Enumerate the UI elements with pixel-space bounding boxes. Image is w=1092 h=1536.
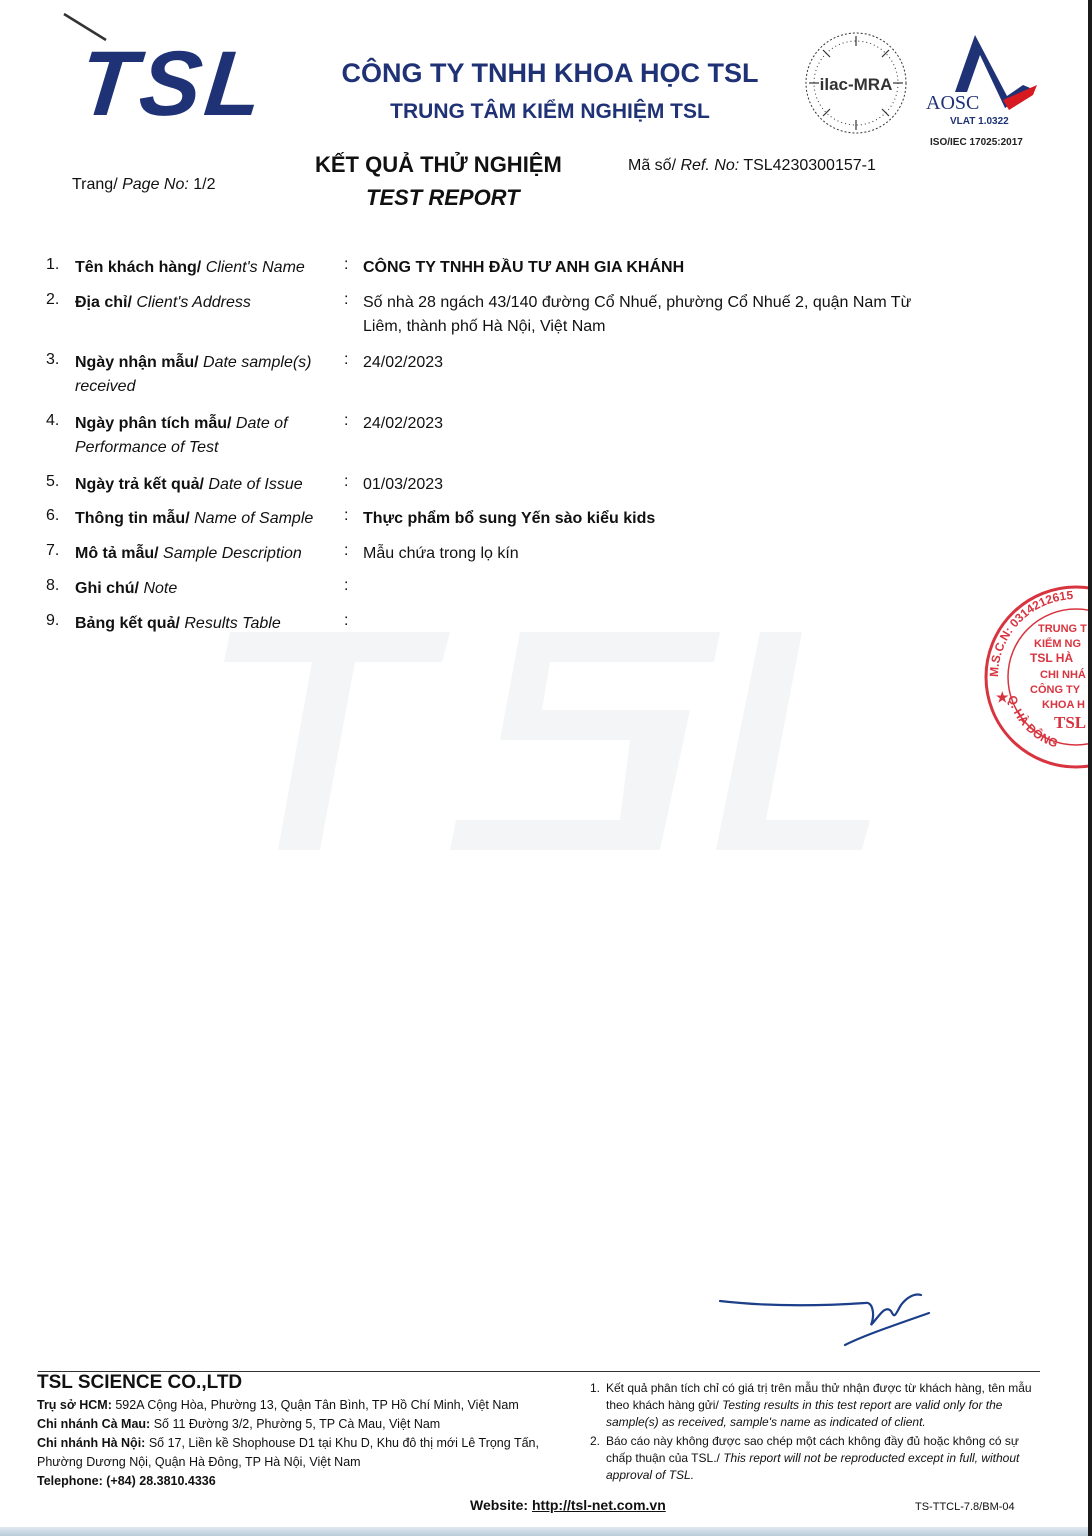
website: Website: http://tsl-net.com.vn <box>470 1497 666 1513</box>
svg-text:TRUNG T: TRUNG T <box>1038 623 1087 635</box>
scan-bottom-edge <box>0 1527 1092 1536</box>
svg-text:Q. HÀ ĐÔNG: Q. HÀ ĐÔNG <box>1004 693 1060 751</box>
client-address-value: Số nhà 28 ngách 43/140 đường Cổ Nhuế, phường Cổ Nhuế 2, quận Nam Từ Liêm, thành phố Hà Nội, Việt Nam <box>363 294 912 335</box>
footer-company: TSL SCIENCE CO.,LTD <box>37 1372 243 1393</box>
scan-right-edge <box>1088 0 1092 1536</box>
company-name: CÔNG TY TNHH KHOA HỌC TSL <box>341 58 759 88</box>
date-issue-value: 01/03/2023 <box>363 476 444 493</box>
footer-notes: 1. Kết quả phân tích chỉ có giá trị trên mẫu thử nhận được từ khách hàng, tên mẫu theo khách hàng gửi/ Testing results in this test report are valid only for the sample(s) as received, sample's name as indicated of client. 2. Báo cáo này không được sao chép một cách không đầy đủ hoặc không có sự chấp thuận của TSL./ This report will not be reproducted except in full, without approval of TSL. <box>590 1381 1032 1482</box>
svg-text:M.S.C.N: 0314212615: M.S.C.N: 0314212615 <box>986 588 1074 678</box>
company-stamp <box>978 582 1092 772</box>
ilac-mra-seal <box>803 30 909 136</box>
svg-text:★: ★ <box>996 689 1009 705</box>
aosc-text: AOSC <box>926 92 980 114</box>
field-number: 1. <box>46 256 60 273</box>
svg-text:CÔNG TY: CÔNG TY <box>1030 684 1081 696</box>
page-number: Trang/ Page No: 1/2 <box>72 176 216 193</box>
sample-description-value: Mẫu chứa trong lọ kín <box>363 545 519 562</box>
tsl-watermark <box>220 620 880 860</box>
svg-text:CHI NHÁ: CHI NHÁ <box>1040 669 1086 681</box>
sample-name-value: Thực phẩm bổ sung Yến sào kiểu kids <box>363 510 656 527</box>
center-name: TRUNG TÂM KIỂM NGHIỆM TSL <box>390 100 710 123</box>
form-code: TS-TTCL-7.8/BM-04 <box>915 1501 1015 1513</box>
ilac-text: ilac-MRA <box>819 75 893 94</box>
date-performance-value: 24/02/2023 <box>363 415 444 432</box>
report-title-vn: KẾT QUẢ THỬ NGHIỆM <box>315 152 562 177</box>
svg-text:TSL HÀ: TSL HÀ <box>1030 651 1074 665</box>
svg-text:KIỂM NG: KIỂM NG <box>1034 638 1082 650</box>
vlat-code: VLAT 1.0322 <box>950 116 1009 127</box>
signature <box>715 1275 935 1355</box>
date-received-value: 24/02/2023 <box>363 354 444 371</box>
reference-number: Mã số/ Ref. No: TSL4230300157-1 <box>628 157 876 174</box>
footer-addresses: Trụ sở HCM: 592A Cộng Hòa, Phường 13, Quận Tân Bình, TP Hồ Chí Minh, Việt Nam Chi nhánh Cà Mau: Số 11 Đường 3/2, Phường 5, TP Cà Mau, Việt Nam Chi nhánh Hà Nội: Số 17, Liền kề Shophouse D1 tại Khu D, Khu đô thị mới Lê Trọng Tấn, Phường Dương Nội, Quận Hà Đông, TP Hà Nội, Việt Nam Telephone: (+84) 28.3810.4336 <box>37 1398 539 1488</box>
tsl-logo: TSL <box>74 33 272 135</box>
iso-standard: ISO/IEC 17025:2017 <box>930 137 1023 148</box>
client-name-value: CÔNG TY TNHH ĐẦU TƯ ANH GIA KHÁNH <box>363 259 685 276</box>
svg-text:TSL: TSL <box>1054 713 1087 732</box>
report-title-en: TEST REPORT <box>366 185 520 210</box>
website-link[interactable]: http://tsl-net.com.vn <box>531 1497 666 1513</box>
svg-text:KHOA H: KHOA H <box>1042 699 1085 711</box>
